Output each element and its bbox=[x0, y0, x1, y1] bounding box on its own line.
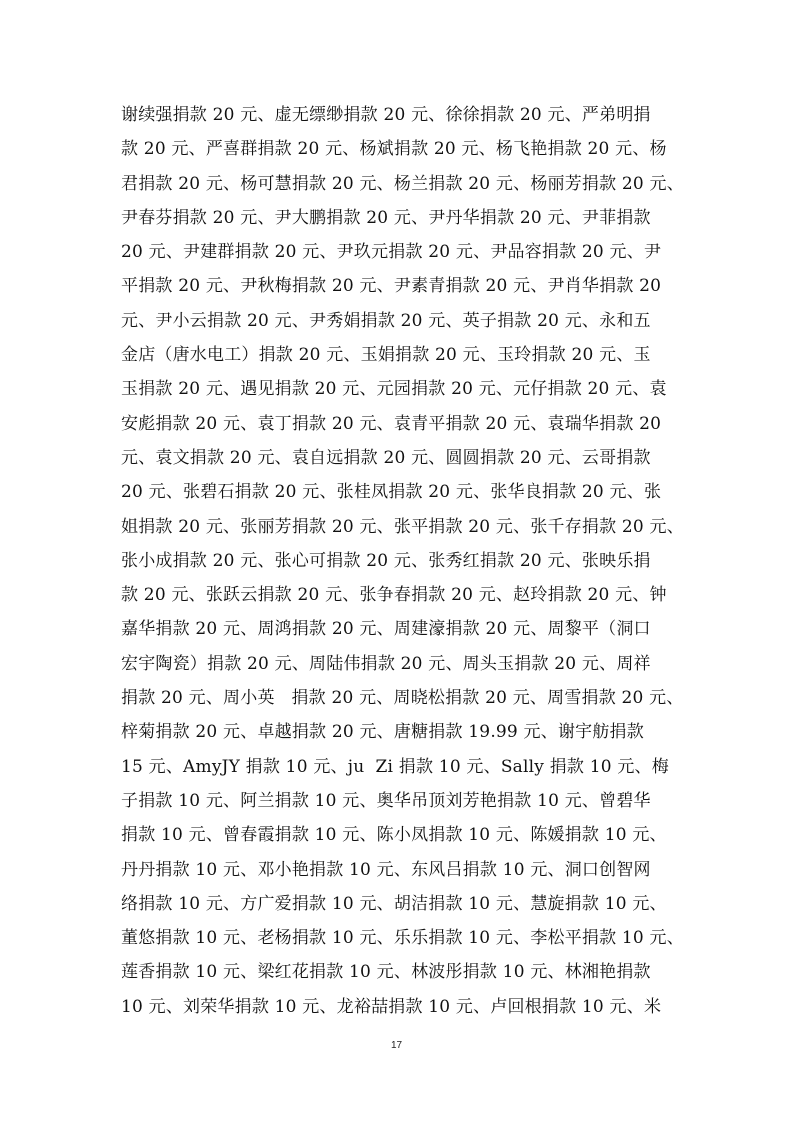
text-line: 15 元、AmyJY 捐款 10 元、ju Zi 捐款 10 元、Sally 捐款 10 元、梅 bbox=[121, 756, 669, 777]
donation-list-text bbox=[121, 98, 684, 1024]
text-line: 平捐款 20 元、尹秋梅捐款 20 元、尹素青捐款 20 元、尹肖华捐款 20 bbox=[121, 276, 662, 297]
text-line: 款 20 元、严喜群捐款 20 元、杨斌捐款 20 元、杨飞艳捐款 20 元、杨 bbox=[121, 139, 667, 160]
text-line: 谢续强捐款 20 元、虚无缥缈捐款 20 元、徐徐捐款 20 元、严弟明捐 bbox=[121, 105, 651, 125]
text-line: 子捐款 10 元、阿兰捐款 10 元、奥华吊顶刘芳艳捐款 10 元、曾碧华 bbox=[121, 790, 651, 811]
text-line: 张小成捐款 20 元、张心可捐款 20 元、张秀红捐款 20 元、张映乐捐 bbox=[121, 550, 651, 571]
text-line: 宏宇陶瓷）捐款 20 元、周陆伟捐款 20 元、周头玉捐款 20 元、周祥 bbox=[121, 653, 651, 674]
text-line: 金店（唐水电工）捐款 20 元、玉娟捐款 20 元、玉玲捐款 20 元、玉 bbox=[121, 345, 651, 366]
text-line: 董悠捐款 10 元、老杨捐款 10 元、乐乐捐款 10 元、李松平捐款 10 元、 bbox=[121, 928, 684, 949]
text-line: 捐款 10 元、曾春霞捐款 10 元、陈小凤捐款 10 元、陈媛捐款 10 元、 bbox=[121, 825, 667, 846]
text-line: 君捐款 20 元、杨可慧捐款 20 元、杨兰捐款 20 元、杨丽芳捐款 20 元、 bbox=[121, 173, 684, 194]
text-line: 玉捐款 20 元、遇见捐款 20 元、元园捐款 20 元、元仔捐款 20 元、袁 bbox=[121, 379, 667, 400]
text-line: 梓菊捐款 20 元、卓越捐款 20 元、唐糖捐款 19.99 元、谢宇舫捐款 bbox=[121, 722, 644, 743]
text-line: 款 20 元、张跃云捐款 20 元、张争春捐款 20 元、赵玲捐款 20 元、钟 bbox=[121, 585, 667, 606]
text-line: 20 元、张碧石捐款 20 元、张桂凤捐款 20 元、张华良捐款 20 元、张 bbox=[121, 482, 662, 503]
text-line: 捐款 20 元、周小英 捐款 20 元、周晓松捐款 20 元、周雪捐款 20 元、 bbox=[121, 688, 684, 709]
text-line: 安彪捐款 20 元、袁丁捐款 20 元、袁青平捐款 20 元、袁瑞华捐款 20 bbox=[121, 413, 662, 434]
text-line: 莲香捐款 10 元、梁红花捐款 10 元、林波彤捐款 10 元、林湘艳捐款 bbox=[121, 962, 651, 983]
text-line: 10 元、刘荣华捐款 10 元、龙裕喆捐款 10 元、卢回根捐款 10 元、米 bbox=[121, 996, 662, 1017]
text-line: 元、尹小云捐款 20 元、尹秀娟捐款 20 元、英子捐款 20 元、永和五 bbox=[121, 310, 651, 331]
text-line: 姐捐款 20 元、张丽芳捐款 20 元、张平捐款 20 元、张千存捐款 20 元、 bbox=[121, 516, 684, 537]
page-number: 17 bbox=[390, 1040, 403, 1051]
text-line: 20 元、尹建群捐款 20 元、尹玖元捐款 20 元、尹品容捐款 20 元、尹 bbox=[121, 242, 662, 263]
text-line: 络捐款 10 元、方广爱捐款 10 元、胡洁捐款 10 元、慧旋捐款 10 元、 bbox=[121, 893, 667, 914]
text-line: 嘉华捐款 20 元、周鸿捐款 20 元、周建濠捐款 20 元、周黎平（洞口 bbox=[121, 619, 651, 640]
text-line: 尹春芬捐款 20 元、尹大鹏捐款 20 元、尹丹华捐款 20 元、尹菲捐款 bbox=[121, 207, 651, 228]
text-line: 元、袁文捐款 20 元、袁自远捐款 20 元、圆圆捐款 20 元、云哥捐款 bbox=[121, 447, 651, 468]
text-line: 丹丹捐款 10 元、邓小艳捐款 10 元、东风吕捐款 10 元、洞口创智网 bbox=[121, 859, 651, 880]
